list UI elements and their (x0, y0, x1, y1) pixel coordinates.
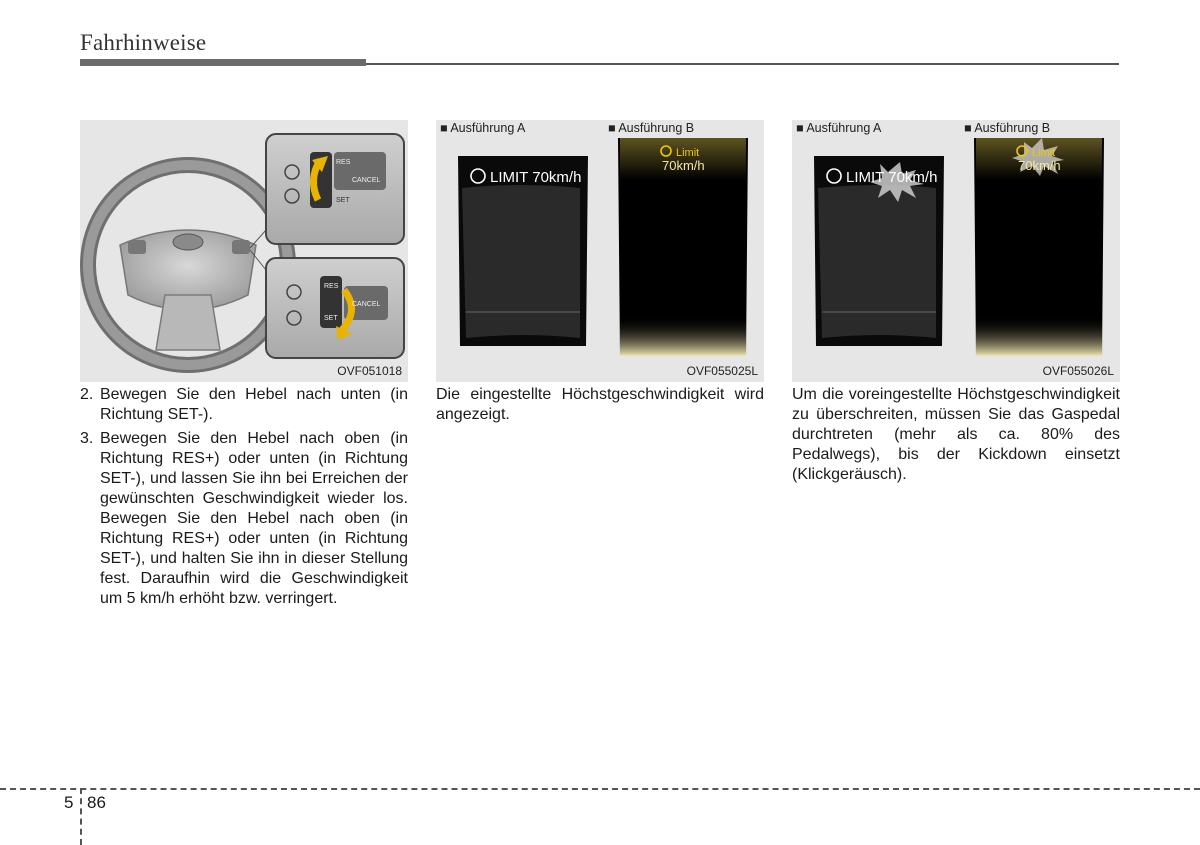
page-number: 86 (87, 793, 106, 812)
footer-divider (80, 788, 82, 845)
list-item-number: 3. (80, 430, 94, 447)
list-item-text: Bewegen Sie den Hebel nach unten (in Richtung SET-). (100, 386, 408, 423)
cluster-display-illustration (436, 120, 764, 382)
list-item-number: 2. (80, 386, 94, 403)
lower-res-label: RES (324, 283, 339, 290)
paragraph: Die eingestellte Höchstgeschwindigkeit wird angezeigt. (436, 386, 764, 423)
variant-b-label: ■ Ausführung B (608, 121, 695, 135)
variant-b-label: ■ Ausführung B (964, 121, 1051, 135)
header-rule-thick (80, 59, 366, 66)
display-b-limit: Limit (676, 147, 700, 159)
upper-set-label: SET (336, 197, 350, 204)
cluster-flashing-illustration (792, 120, 1120, 382)
display-b-limit: Limit (1032, 147, 1056, 159)
lower-cancel-label: CANCEL (352, 301, 381, 308)
list-item (80, 429, 408, 609)
page-header-title: Fahrhinweise (80, 30, 207, 55)
upper-res-label: RES (336, 159, 351, 166)
instruction-list (80, 385, 408, 609)
variant-a-label: ■ Ausführung A (440, 121, 526, 135)
figure-code: OVF055026L (1042, 364, 1114, 378)
chapter-number: 5 (64, 793, 74, 812)
display-description (436, 385, 764, 425)
display-b-speed: 70km/h (662, 158, 705, 173)
kickdown-description (792, 385, 1120, 485)
steering-wheel-figure (80, 120, 408, 382)
variant-a-label: ■ Ausführung A (796, 121, 882, 135)
header-rule-thin (366, 63, 1119, 65)
upper-cancel-label: CANCEL (352, 177, 381, 184)
lower-set-label: SET (324, 315, 338, 322)
list-item (80, 385, 408, 425)
paragraph: Um die voreingestellte Höchstgeschwindigkeit zu überschreiten, müssen Sie das Gaspedal durchtreten (mehr als ca. 80% des Pedalwegs), bis der Kickdown einsetzt (Klickgeräusch). (792, 386, 1120, 483)
figure-code: OVF051018 (337, 364, 402, 378)
steering-wheel-illustration (80, 120, 408, 382)
display-b-speed: 70km/h (1018, 158, 1061, 173)
display-a-text: LIMIT 70km/h (846, 169, 938, 186)
figure-code: OVF055025L (686, 364, 758, 378)
limit-display-figure (436, 120, 764, 382)
display-a-text: LIMIT 70km/h (490, 169, 582, 186)
footer-rule (0, 788, 1200, 790)
limit-flashing-figure (792, 120, 1120, 382)
list-item-text: Bewegen Sie den Hebel nach oben (in Richtung RES+) oder unten (in Richtung SET-), und lassen Sie ihn bei Erreichen der gewünschten Geschwindigkeit wieder los. Bewegen Sie den Hebel nach oben (in Richtung RES+) oder unten (in Richtung SET-), und halten Sie ihn in dieser Stellung fest. Daraufhin wird die Geschwindigkeit um 5 km/h erhöht bzw. verringert. (100, 430, 408, 607)
